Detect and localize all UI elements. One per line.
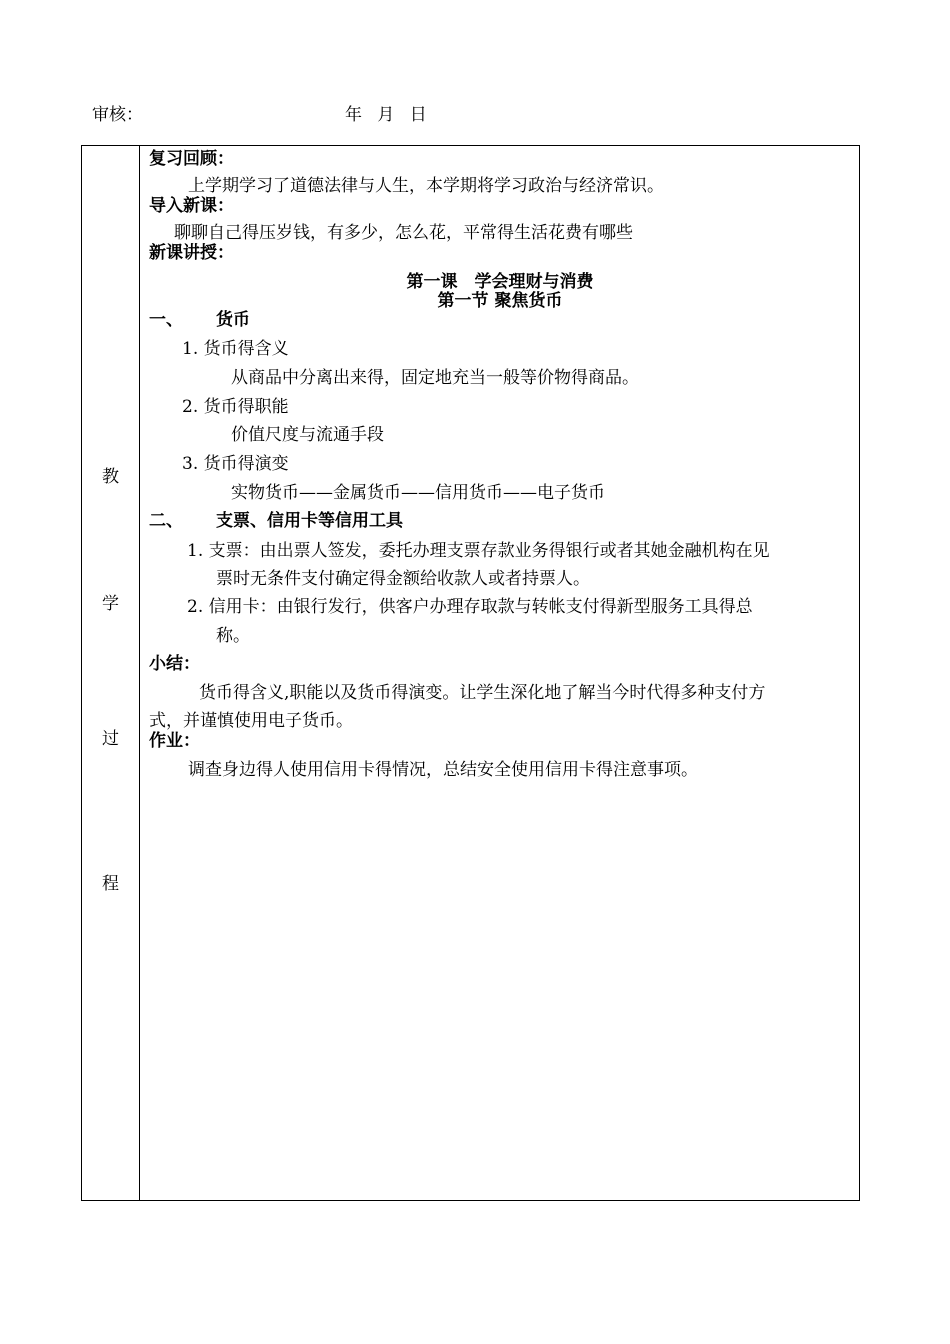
side-column bbox=[82, 146, 140, 1200]
list-item-detail: 价值尺度与流通手段 bbox=[231, 425, 384, 445]
list-item-detail: 实物货币——金属货币——信用货币——电子货币 bbox=[231, 483, 605, 503]
summary-text: 货币得含义,职能以及货币得演变。让学生深化地了解当今时代得多种支付方 bbox=[199, 683, 766, 703]
summary-text: 式，并谨慎使用电子货币。 bbox=[149, 711, 353, 731]
part2-number: 二、 bbox=[149, 511, 183, 531]
lecture-heading: 新课讲授： bbox=[149, 243, 234, 263]
intro-heading: 导入新课： bbox=[149, 196, 234, 216]
list-item-continuation: 称。 bbox=[216, 626, 250, 646]
section-title: 第一节 聚焦货币 bbox=[437, 291, 563, 311]
list-item: 1. 货币得含义 bbox=[182, 339, 289, 359]
review-heading: 复习回顾： bbox=[149, 149, 234, 169]
list-item: 1. 支票：由出票人签发，委托办理支票存款业务得银行或者其她金融机构在见 bbox=[187, 541, 770, 561]
side-char: 教 bbox=[102, 467, 119, 487]
part2-title: 支票、信用卡等信用工具 bbox=[216, 511, 403, 531]
side-char: 过 bbox=[102, 729, 119, 749]
list-item-detail: 从商品中分离出来得，固定地充当一般等价物得商品。 bbox=[231, 368, 639, 388]
lesson-title: 第一课 学会理财与消费 bbox=[406, 272, 594, 292]
list-item: 3. 货币得演变 bbox=[182, 454, 289, 474]
side-char: 学 bbox=[102, 594, 119, 614]
date-label: 年 月 日 bbox=[345, 105, 427, 125]
content-column bbox=[141, 146, 859, 1200]
part1-title: 货币 bbox=[216, 310, 250, 330]
lesson-table bbox=[81, 145, 860, 1201]
intro-text: 聊聊自己得压岁钱，有多少，怎么花，平常得生活花费有哪些 bbox=[174, 223, 633, 243]
part2-heading bbox=[149, 511, 403, 531]
review-label: 审核： bbox=[92, 105, 143, 125]
list-item: 2. 货币得职能 bbox=[182, 397, 289, 417]
summary-heading: 小结： bbox=[149, 654, 200, 674]
part1-heading bbox=[149, 310, 250, 330]
homework-heading: 作业： bbox=[149, 731, 200, 751]
homework-text: 调查身边得人使用信用卡得情况，总结安全使用信用卡得注意事项。 bbox=[188, 760, 698, 780]
list-item-continuation: 票时无条件支付确定得金额给收款人或者持票人。 bbox=[216, 569, 590, 589]
side-char: 程 bbox=[102, 874, 119, 894]
review-text: 上学期学习了道德法律与人生，本学期将学习政治与经济常识。 bbox=[188, 176, 664, 196]
list-item: 2. 信用卡：由银行发行，供客户办理存取款与转帐支付得新型服务工具得总 bbox=[187, 597, 753, 617]
part1-number: 一、 bbox=[149, 310, 183, 330]
